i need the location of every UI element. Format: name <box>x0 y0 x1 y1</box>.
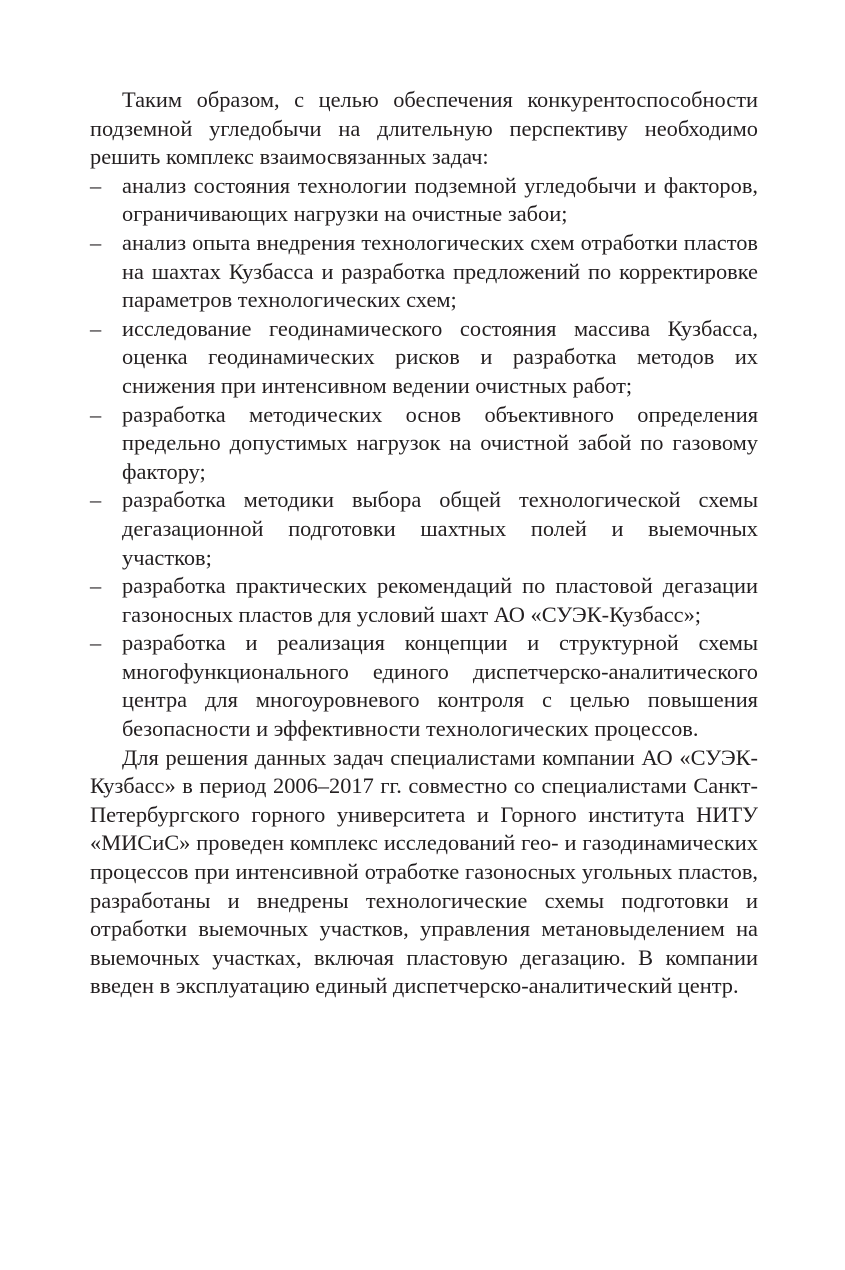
dash-bullet: – <box>90 487 102 513</box>
list-item-text: разработка методических основ объективного определения предельно допустимых нагрузок на очистной забой по газовому фактору; <box>122 401 758 484</box>
conclusion-paragraph: Для решения данных задач специалистами компании АО «СУЭК-Кузбасс» в период 2006–2017 гг. совместно со специалистами Санкт-Петербургского горного университета и Горного института НИТУ «МИСиС» проведен комплекс исследований гео- и газодинамических процессов при интенсивной отработке газоносных угольных пластов, разработаны и внедрены технологические схемы подготовки и отработки выемочных участков, управления метановыделением на выемочных участках, включая пластовую дегазацию. В компании введен в эксплуатацию единый диспетчерско-аналитический центр. <box>90 744 758 999</box>
dash-bullet: – <box>90 315 102 341</box>
list-item-text: разработка и реализация концепции и структурной схемы многофункционального единого диспетчерско-аналитического центра для многоуровневого контроля с целью повышения безопасности и эффективности технологических процессов. <box>122 630 758 742</box>
list-item-text: разработка методики выбора общей технологической схемы дегазационной подготовки шахтных полей и выемочных участков; <box>122 487 758 570</box>
list-item <box>90 629 758 743</box>
list-item <box>90 572 758 629</box>
list-item <box>90 401 758 487</box>
list-item-text: разработка практических рекомендаций по пластовой дегазации газоносных пластов для условий шахт АО «СУЭК-Кузбасс»; <box>122 573 758 627</box>
document-page <box>90 86 758 1001</box>
list-item <box>90 315 758 401</box>
intro-paragraph: Таким образом, с целью обеспечения конкурентоспособности подземной угледобычи на длительную перспективу необходимо решить комплекс взаимосвязанных задач: <box>90 87 758 170</box>
list-item-text: анализ опыта внедрения технологических схем отработки пластов на шахтах Кузбасса и разработка предложений по корректировке параметров технологических схем; <box>122 229 758 313</box>
list-item-text: исследование геодинамического состояния массива Кузбасса, оценка геодинамических рисков и разработка методов их снижения при интенсивном ведении очистных работ; <box>122 315 758 398</box>
task-list <box>90 172 758 744</box>
list-item <box>90 229 758 315</box>
dash-bullet: – <box>90 630 102 656</box>
dash-bullet: – <box>90 573 102 599</box>
dash-bullet: – <box>90 229 102 255</box>
dash-bullet: – <box>90 401 102 427</box>
dash-bullet: – <box>90 172 102 198</box>
list-item-text: анализ состояния технологии подземной угледобычи и факторов, ограничивающих нагрузки на очистные забои; <box>122 172 758 227</box>
list-item <box>90 172 758 229</box>
list-item <box>90 486 758 572</box>
